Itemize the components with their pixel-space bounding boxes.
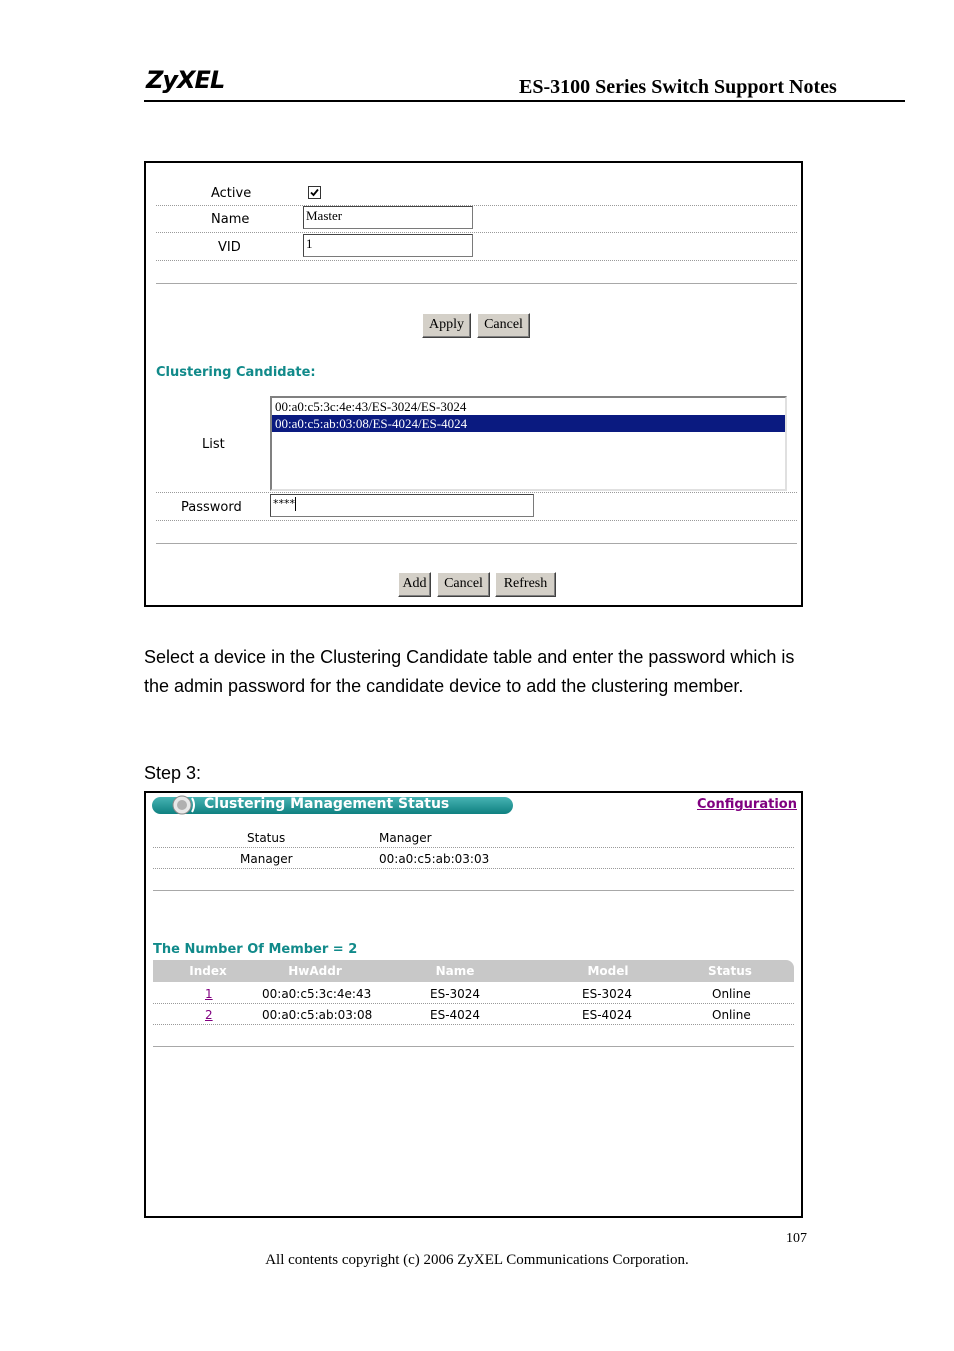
member-count: The Number Of Member = 2 — [153, 942, 358, 957]
page-number: 107 — [786, 1231, 807, 1246]
member-status: Online — [712, 987, 751, 1001]
configuration-link[interactable]: Configuration — [697, 797, 797, 812]
column-header-index: Index — [189, 964, 227, 978]
document-title: ES-3100 Series Switch Support Notes — [519, 76, 837, 98]
instruction-paragraph: Select a device in the Clustering Candidate table and enter the password which is the admin password for the candidate device to add the clustering member. — [144, 647, 795, 696]
text-cursor — [295, 497, 296, 511]
row-divider — [153, 1003, 794, 1004]
manager-label: Manager — [240, 852, 293, 866]
globe-icon — [171, 795, 197, 820]
status-title: Clustering Management Status — [204, 796, 450, 812]
status-label: Status — [247, 831, 286, 845]
cluster-settings-frame — [144, 161, 803, 607]
column-header-hwaddr: HwAddr — [288, 964, 342, 978]
header-rule — [144, 100, 905, 102]
list-label: List — [202, 437, 225, 452]
password-label: Password — [181, 500, 242, 515]
checkmark-icon — [309, 187, 320, 198]
refresh-button[interactable]: Refresh — [495, 572, 556, 597]
member-model: ES-3024 — [582, 987, 633, 1001]
section-rule — [153, 1046, 794, 1047]
row-divider — [156, 232, 797, 233]
cancel-button[interactable]: Cancel — [477, 313, 530, 338]
member-name: ES-3024 — [430, 987, 481, 1001]
section-rule — [153, 890, 794, 891]
password-input[interactable] — [270, 494, 534, 517]
name-input[interactable]: Master — [303, 206, 473, 229]
member-index-link[interactable]: 2 — [205, 1008, 213, 1022]
row-divider — [156, 492, 797, 493]
row-divider — [153, 847, 794, 848]
row-divider — [156, 520, 797, 521]
row-divider — [153, 868, 794, 869]
vid-input[interactable]: 1 — [303, 234, 473, 257]
apply-button[interactable]: Apply — [422, 313, 471, 338]
member-index-link[interactable]: 1 — [205, 987, 213, 1001]
row-divider — [156, 260, 797, 261]
active-checkbox[interactable] — [308, 186, 321, 199]
row-divider — [153, 1024, 794, 1025]
name-label: Name — [211, 212, 250, 227]
section-rule — [156, 283, 797, 284]
member-model: ES-4024 — [582, 1008, 633, 1022]
member-status: Online — [712, 1008, 751, 1022]
list-item[interactable]: 00:a0:c5:3c:4e:43/ES-3024/ES-3024 — [275, 399, 467, 414]
cancel-button[interactable]: Cancel — [437, 572, 490, 597]
section-rule — [156, 543, 797, 544]
zyxel-logo: ZyXEL — [146, 66, 225, 94]
step-label: Step 3: — [144, 763, 202, 783]
list-item-selected[interactable]: 00:a0:c5:ab:03:08/ES-4024/ES-4024 — [272, 415, 785, 432]
row-divider — [156, 205, 797, 206]
column-header-status: Status — [708, 964, 752, 978]
add-button[interactable]: Add — [398, 572, 431, 597]
vid-label: VID — [218, 240, 241, 255]
member-hwaddr: 00:a0:c5:3c:4e:43 — [262, 987, 372, 1001]
password-mask: **** — [273, 497, 295, 510]
column-header-model: Model — [587, 964, 629, 978]
copyright-footer: All contents copyright (c) 2006 ZyXEL Communications Corporation. — [265, 1252, 689, 1268]
column-header-name: Name — [435, 964, 475, 978]
candidate-listbox[interactable] — [270, 396, 787, 491]
member-hwaddr: 00:a0:c5:ab:03:08 — [262, 1008, 373, 1022]
clustering-candidate-title: Clustering Candidate: — [156, 365, 316, 380]
status-value: Manager — [379, 831, 432, 845]
active-label: Active — [211, 186, 252, 201]
manager-value: 00:a0:c5:ab:03:03 — [379, 852, 490, 866]
member-name: ES-4024 — [430, 1008, 481, 1022]
